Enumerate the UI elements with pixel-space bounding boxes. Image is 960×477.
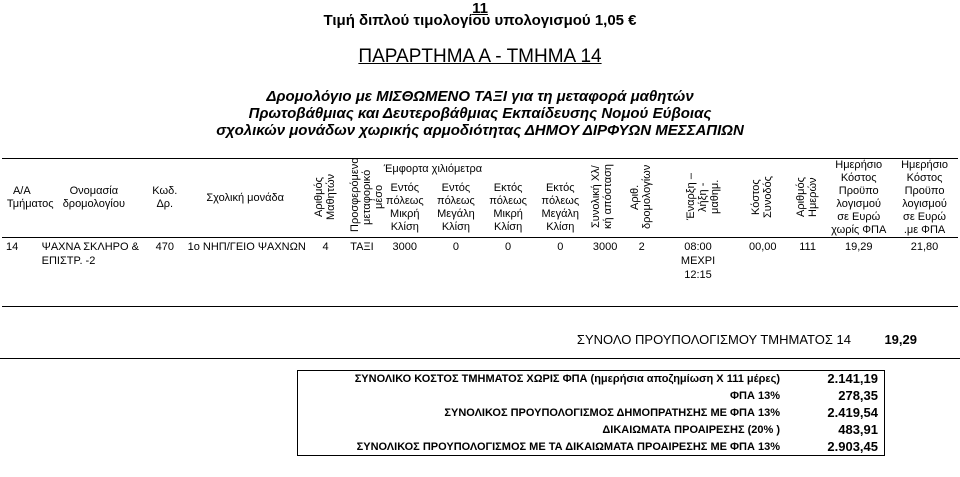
header-daily-vat: Ημερήσιο Κόστος Προϋπο λογισμού σε Ευρώ .με ΦΠΑ — [891, 159, 958, 238]
title-line-2: Πρωτοβάθμιας και Δευτεροβάθμιας Εκπαίδευσης Νομού Εύβοιας — [248, 105, 712, 122]
header-code: Κωδ. Δρ. — [146, 159, 184, 238]
header-in-large: Εντός πόλεως Μεγάλη Κλίση — [430, 179, 482, 238]
cell-start-end: 08:00 ΜΕΧΡΙ 12:15 — [680, 241, 716, 281]
routes-table — [2, 158, 958, 307]
cell-out-large: 0 — [557, 241, 564, 253]
header-total-km: Συνολική Χλ/κή απόσταση — [586, 159, 624, 238]
cell-aa: 14 — [6, 241, 19, 253]
header-students: Αριθμός Μαθητών — [307, 159, 345, 238]
table-row — [2, 238, 958, 307]
budget-total-row — [0, 324, 960, 359]
cell-route-name: ΨΑΧΝΑ ΣΚΛΗΡΟ & ΕΠΙΣΤΡ. -2 — [41, 241, 139, 267]
cell-vehicle: ΤΑΞΙ — [350, 241, 374, 253]
header-escort-cost: Κόστος Συνοδός — [737, 159, 789, 238]
cell-in-small: 3000 — [392, 241, 418, 253]
title-line-1: Δρομολόγιο με ΜΙΣΘΩΜΕΝΟ ΤΑΞΙ για τη μεταφορά μαθητών — [266, 88, 694, 105]
header-route-name: Ονομασία δρομολογίου — [42, 159, 146, 238]
cell-daily-no-vat: 19,29 — [844, 241, 873, 253]
summary-value: 2.903,45 — [827, 439, 878, 454]
summary-label: ΣΥΝΟΛΙΚΟ ΚΟΣΤΟΣ ΤΜΗΜΑΤΟΣ ΧΩΡΙΣ ΦΠΑ (ημερήσια αποζημίωση Χ 111 μέρες) — [354, 373, 780, 385]
cell-out-small: 0 — [505, 241, 512, 253]
summary-value: 2.141,19 — [827, 371, 878, 386]
summary-value: 483,91 — [838, 422, 878, 437]
cell-in-large: 0 — [452, 241, 459, 253]
header-daily-no-vat: Ημερήσιο Κόστος Προϋπο λογισμού σε Ευρώ χωρίς ΦΠΑ — [826, 159, 891, 238]
cell-routes-count: 2 — [638, 241, 645, 253]
cell-days: 111 — [799, 241, 816, 253]
cell-escort-cost: 00,00 — [748, 241, 777, 253]
cell-school: 1ο ΝΗΠ/ΓΕΙΟ ΨΑΧΝΩΝ — [187, 241, 306, 253]
cell-students: 4 — [322, 241, 329, 253]
annex-title: ΠΑΡΑΡΤΗΜΑ Α - ΤΜΗΜΑ 14 — [358, 46, 602, 67]
header-out-large: Εκτός πόλεως Μεγάλη Κλίση — [534, 179, 586, 238]
header-aa: Α/Α Τμήματος — [2, 159, 42, 238]
summary-line — [298, 388, 884, 405]
header-school: Σχολική μονάδα — [184, 159, 307, 238]
summary-line — [298, 422, 884, 439]
budget-total-value: 19,29 — [884, 332, 917, 347]
cell-code: 470 — [155, 241, 174, 253]
summary-label: ΣΥΝΟΛΙΚΟΣ ΠΡΟΥΠΟΛΟΓΙΣΜΟΣ ΜΕ ΤΑ ΔΙΚΑΙΩΜΑΤΑ ΠΡΟΑΙΡΕΣΗΣ ΜΕ ΦΠΑ 13% — [356, 441, 780, 453]
header-loaded-km: Έμφορτα χιλιόμετρα — [380, 159, 587, 179]
summary-value: 2.419,54 — [827, 405, 878, 420]
header-routes-count: Αριθ. δρομολογίων — [624, 159, 659, 238]
summary-line — [298, 371, 884, 388]
header-vehicle: Προσφερόμενο μεταφορικό μέσο — [344, 159, 379, 238]
cell-daily-vat: 21,80 — [910, 241, 939, 253]
header-in-small: Εντός πόλεως Μικρή Κλίση — [380, 179, 430, 238]
summary-line — [298, 405, 884, 422]
summary-label: ΦΠΑ 13% — [730, 390, 780, 402]
summary-line — [298, 439, 884, 456]
rate-line: Τιμή διπλού τιμολογίου υπολογισμού 1,05 € — [323, 12, 637, 29]
summary-box — [297, 370, 885, 456]
header-start-end: Έναρξη – λήξη - μαθημ. — [659, 159, 736, 238]
header-out-small: Εκτός πόλεως Μικρή Κλίση — [482, 179, 534, 238]
header-days: Αριθμός Ημερών — [789, 159, 827, 238]
cell-total-km: 3000 — [592, 241, 618, 253]
summary-label: ΔΙΚΑΙΩΜΑΤΑ ΠΡΟΑΙΡΕΣΗΣ (20% ) — [602, 424, 780, 436]
page-number: 11 — [472, 0, 488, 17]
summary-label: ΣΥΝΟΛΙΚΟΣ ΠΡΟΥΠΟΛΟΓΙΣΜΟΣ ΔΗΜΟΠΡΑΤΗΣΗΣ ΜΕ ΦΠΑ 13% — [444, 407, 780, 419]
budget-total-label: ΣΥΝΟΛΟ ΠΡΟΥΠΟΛΟΓΙΣΜΟΥ ΤΜΗΜΑΤΟΣ 14 — [576, 332, 851, 347]
title-line-3: σχολικών μονάδων χωρικής αρμοδιότητας ΔΗΜΟΥ ΔΙΡΦΥΩΝ ΜΕΣΣΑΠΙΩΝ — [216, 122, 744, 139]
summary-value: 278,35 — [838, 388, 878, 403]
